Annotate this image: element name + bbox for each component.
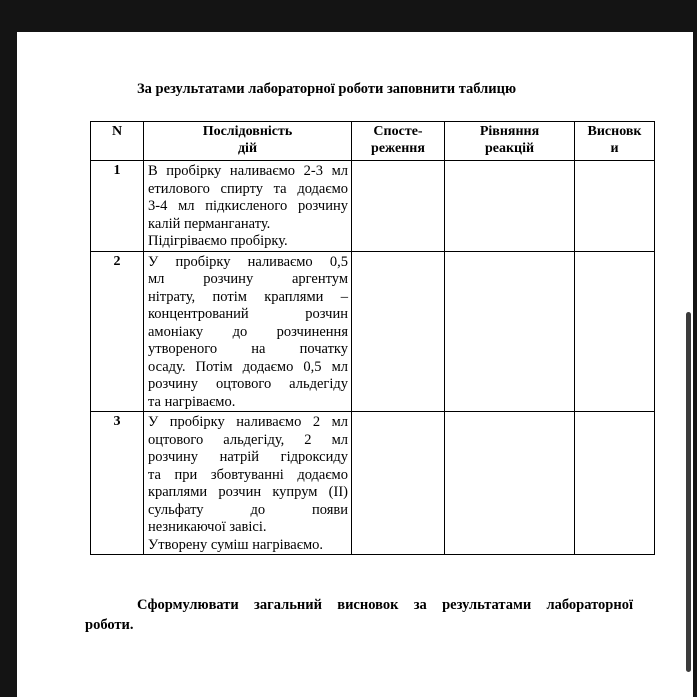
table-row — [91, 251, 655, 412]
observation-cell[interactable] — [352, 412, 445, 555]
header-sequence: Послідовність дій — [144, 122, 352, 161]
equation-cell[interactable] — [445, 412, 575, 555]
step-description: У пробірку наливаємо 0,5 мл розчину аргентум нітрату, потім краплями – концентрований розчин амоніаку до розчинення утвореного на початку осаду. Потім додаємо 0,5 мл розчину оцтового альдегіду та нагріваємо. — [144, 251, 352, 412]
step-description: В пробірку наливаємо 2-3 мл етилового спирту та додаємо 3-4 мл підкисленого розчину калій перманганату. Підігріваємо пробірку. — [144, 161, 352, 252]
vertical-scrollbar[interactable] — [686, 312, 691, 672]
conclusion-cell[interactable] — [575, 161, 655, 252]
row-number: 2 — [91, 251, 144, 412]
row-number: 1 — [91, 161, 144, 252]
equation-cell[interactable] — [445, 251, 575, 412]
header-conclusions: Висновк и — [575, 122, 655, 161]
header-n: N — [91, 122, 144, 161]
header-equations: Рівняння реакцій — [445, 122, 575, 161]
table-row — [91, 161, 655, 252]
conclusion-cell[interactable] — [575, 251, 655, 412]
page-title: За результатами лабораторної роботи заповнити таблицю — [137, 81, 517, 97]
equation-cell[interactable] — [445, 161, 575, 252]
table-row — [91, 412, 655, 555]
document-page — [17, 32, 693, 697]
observation-cell[interactable] — [352, 161, 445, 252]
header-observation: Спосте- реження — [352, 122, 445, 161]
row-number: 3 — [91, 412, 144, 555]
conclusion-cell[interactable] — [575, 412, 655, 555]
table-header-row — [91, 122, 655, 161]
step-description: У пробірку наливаємо 2 мл оцтового альдегіду, 2 мл розчину натрій гідроксиду та при збовтуванні додаємо краплями розчин купрум (ІІ) сульфату до появи незникаючої завісі. Утворену суміш нагріваємо. — [144, 412, 352, 555]
observation-cell[interactable] — [352, 251, 445, 412]
lab-results-table — [90, 121, 655, 555]
conclusion-prompt: Сформулювати загальний висновок за результатами лабораторної роботи. — [85, 597, 633, 633]
